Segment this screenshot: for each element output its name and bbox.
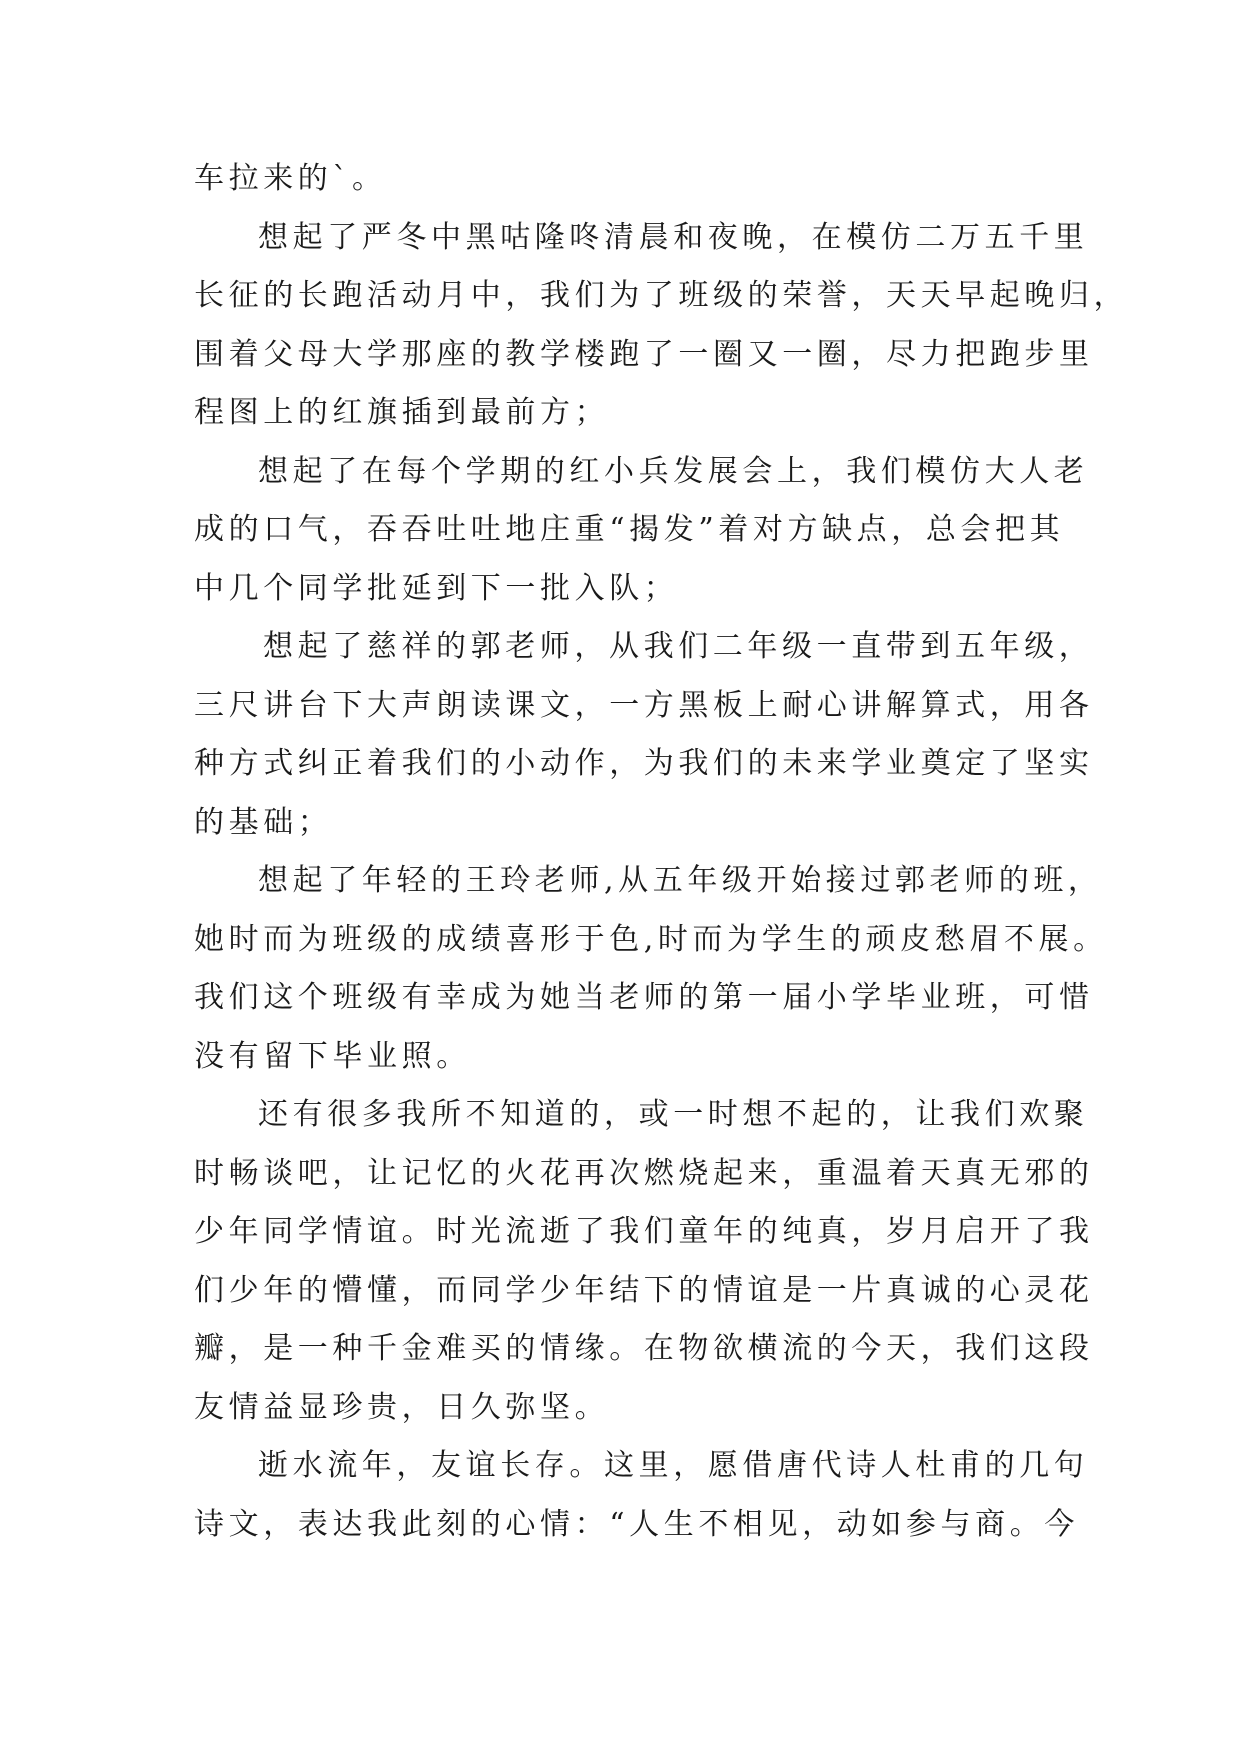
text-line: 车拉来的`。 — [194, 161, 387, 196]
paragraph-start-line: 还有很多我所不知道的，或一时想不起的，让我们欢聚 — [258, 1097, 1089, 1132]
text-line: 的基础； — [194, 804, 333, 840]
text-line: 种方式纠正着我们的小动作，为我们的未来学业奠定了坚实 — [194, 746, 1094, 781]
text-line: 瓣，是一种千金难买的情缘。在物欲横流的今天，我们这段 — [194, 1331, 1094, 1366]
paragraph-start-line: 想起了年轻的王玲老师,从五年级开始接过郭老师的班， — [258, 863, 1103, 898]
text-line: 们少年的懵懂，而同学少年结下的情谊是一片真诚的心灵花 — [194, 1272, 1094, 1308]
paragraph-start-line: 想起了慈祥的郭老师，从我们二年级一直带到五年级， — [263, 629, 1094, 664]
text-line: 时畅谈吧，让记忆的火花再次燃烧起来，重温着天真无邪的 — [194, 1155, 1094, 1191]
text-line: 诗文，表达我此刻的心情：“人生不相见，动如参与商。今 — [194, 1506, 1079, 1542]
text-line: 围着父母大学那座的教学楼跑了一圈又一圈，尽力把跑步里 — [194, 336, 1094, 372]
text-line: 程图上的红旗插到最前方； — [194, 395, 610, 430]
text-line: 长征的长跑活动月中，我们为了班级的荣誉，天天早起晚归， — [194, 278, 1129, 313]
body-text — [194, 150, 1129, 1554]
paragraph-start-line: 逝水流年，友谊长存。这里，愿借唐代诗人杜甫的几句 — [258, 1448, 1089, 1483]
text-line: 没有留下毕业照。 — [194, 1038, 471, 1074]
paragraph-start-line: 想起了在每个学期的红小兵发展会上，我们模仿大人老 — [258, 453, 1089, 489]
text-line: 中几个同学批延到下一批入队； — [194, 570, 679, 606]
text-line: 少年同学情谊。时光流逝了我们童年的纯真，岁月启开了我 — [194, 1214, 1094, 1249]
paragraph-start-line: 想起了严冬中黑咕隆咚清晨和夜晚，在模仿二万五千里 — [258, 219, 1089, 255]
text-line: 我们这个班级有幸成为她当老师的第一届小学毕业班，可惜 — [194, 980, 1094, 1015]
text-line: 她时而为班级的成绩喜形于色,时而为学生的顽皮愁眉不展。 — [194, 921, 1108, 957]
text-line: 友情益显珍贵，日久弥坚。 — [194, 1389, 610, 1425]
text-line: 三尺讲台下大声朗读课文，一方黑板上耐心讲解算式，用各 — [194, 687, 1094, 723]
text-line: 成的口气，吞吞吐吐地庄重“揭发”着对方缺点，总会把其 — [194, 512, 1065, 547]
